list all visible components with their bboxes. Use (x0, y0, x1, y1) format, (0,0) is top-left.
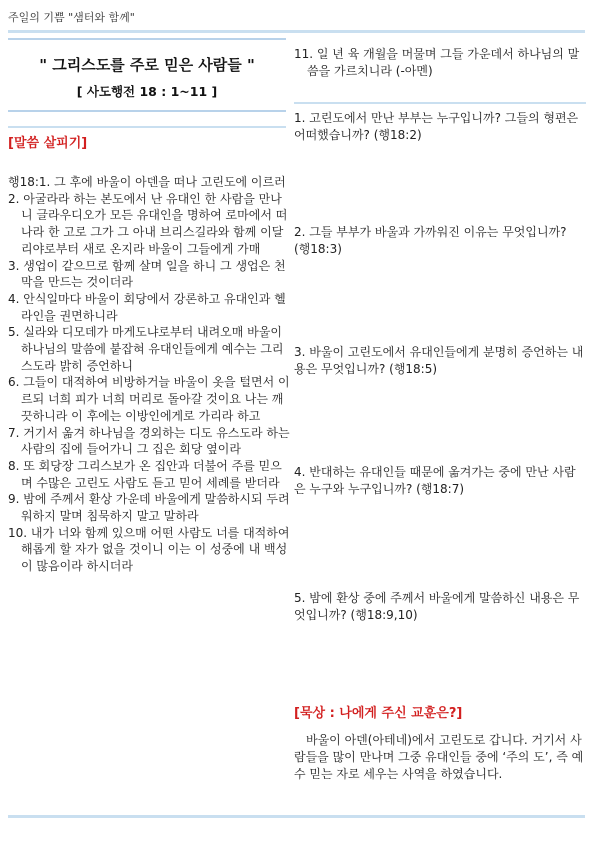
verse-list (8, 174, 292, 575)
verse-6: 6. 그들이 대적하여 비방하거늘 바울이 옷을 털면서 이르되 너희 피가 너희 머리로 돌아갈 것이요 나는 깨끗하니라 이 후에는 이방인에게로 가리라 하고 (8, 375, 290, 423)
verse-3: 3. 생업이 같으므로 함께 살며 일을 하니 그 생업은 천막을 만드는 것이더라 (8, 258, 286, 290)
top-divider (8, 30, 585, 33)
question-2: 2. 그들 부부가 바울과 가까워진 이유는 무엇입니까? (행18:3) (294, 225, 567, 256)
verse-2: 2. 아굴라라 하는 본도에서 난 유대인 한 사람을 만나니 글라우디오가 모든 유대인을 명하여 로마에서 떠나라 한 고로 그가 그 아내 브리스길라와 함께 이달리야로부터 새로 온지라 바울이 그들에게 가매 (8, 191, 288, 256)
right-column (294, 46, 586, 816)
verse-9: 9. 밤에 주께서 환상 가운데 바울에게 말씀하시되 두려워하지 말며 침묵하지 말고 말하라 (8, 492, 290, 524)
verse-1: 행18:1. 그 후에 바울이 아덴을 떠나 고린도에 이르러 (8, 175, 286, 189)
verse-4: 4. 안식일마다 바울이 회당에서 강론하고 유대인과 헬라인을 권면하니라 (8, 291, 286, 323)
verse-7: 7. 거기서 옮겨 하나님을 경외하는 디도 유스도라 하는 사람의 집에 들어가니 그 집은 회당 옆이라 (8, 425, 290, 457)
scripture-heading: [말씀 살피기] (8, 136, 88, 151)
meditation-heading: [묵상 : 나에게 주신 교훈은?] (294, 706, 463, 721)
left-column (8, 38, 290, 808)
title-box (8, 38, 286, 112)
verse-8: 8. 또 회당장 그리스보가 온 집안과 더불어 주를 믿으며 수많은 고린도 사람도 듣고 믿어 세례를 받더라 (8, 458, 282, 490)
question-4: 4. 반대하는 유대인들 때문에 옮겨가는 중에 만난 사람은 누구와 누구입니까? (행18:7) (294, 465, 576, 496)
lesson-reference: [ 사도행전 18 : 1~11 ] (76, 84, 218, 99)
section-divider (8, 126, 286, 128)
verse-5: 5. 실라와 디모데가 마게도냐로부터 내려오매 바울이 하나님의 말씀에 붙잡혀 유대인들에게 예수는 그리스도라 밝히 증언하니 (8, 325, 284, 373)
question-1: 1. 고린도에서 만난 부부는 누구입니까? 그들의 형편은 어떠했습니까? (행18:2) (294, 111, 579, 142)
bottom-divider (8, 815, 585, 818)
meditation-text: 바울이 아덴(아테네)에서 고린도로 갑니다. 거기서 사람들을 많이 만나며 그중 유대인들 중에 ‘주의 도’, 즉 예수 믿는 자로 세우는 사역을 하였습니다. (294, 733, 584, 781)
question-3: 3. 바울이 고린도에서 유대인들에게 분명히 증언하는 내용은 무엇입니까? (행18:5) (294, 345, 584, 376)
lesson-title: " 그리스도를 주로 믿은 사람들 " (39, 56, 255, 74)
page-header: 주일의 기쁨 "샘터와 함께" (8, 11, 135, 24)
verse-10: 10. 내가 너와 함께 있으매 어떤 사람도 너를 대적하여 해롭게 할 자가 없을 것이니 이는 이 성중에 내 백성이 많음이라 하시더라 (8, 525, 290, 574)
question-divider (294, 102, 586, 104)
verse-11: 11. 일 년 육 개월을 머물며 그들 가운데서 하나님의 말씀을 가르치니라 (-아멘) (294, 47, 580, 78)
question-5: 5. 밤에 환상 중에 주께서 바울에게 말씀하신 내용은 무엇입니까? (행18:9,10) (294, 591, 580, 622)
